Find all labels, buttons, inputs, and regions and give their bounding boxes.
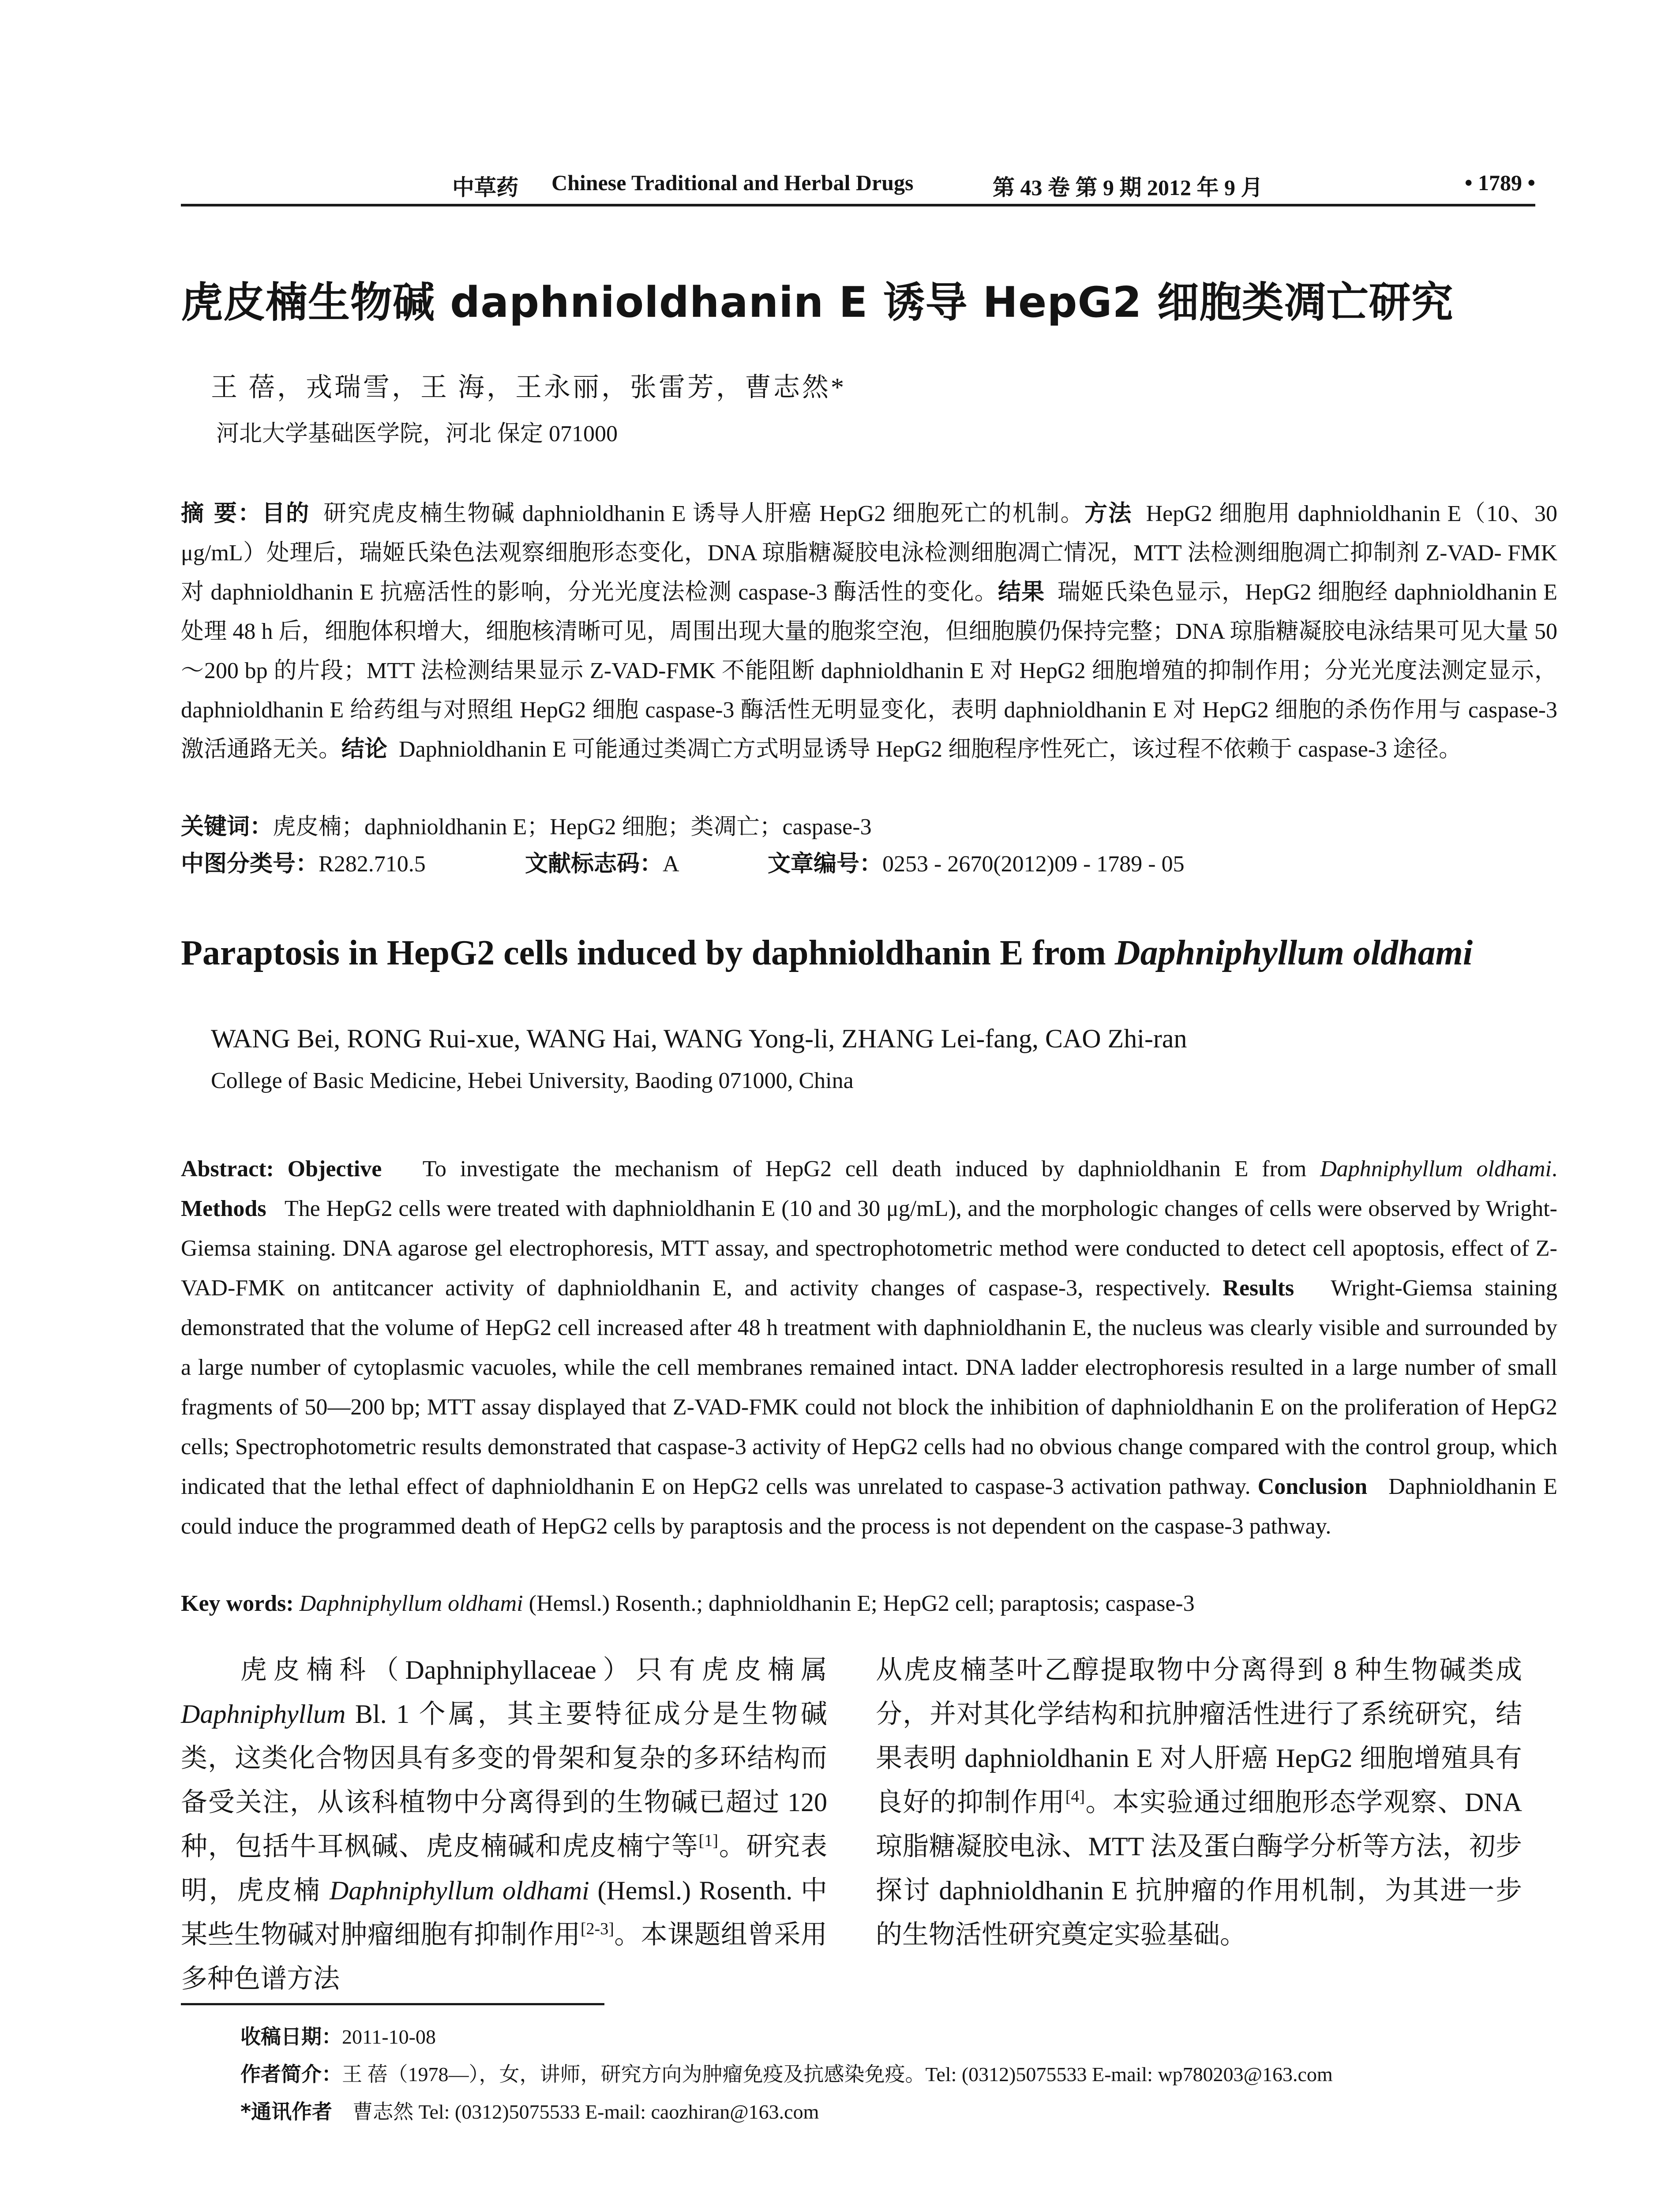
citation-2-3: [2-3] [580,1920,614,1938]
body-left-text-3: 。研究表明，虎皮楠 [181,1832,828,1905]
affiliation-en: College of Basic Medicine, Hebei University, Baoding 071000, China [211,1068,854,1093]
keywords-en-text: (Hemsl.) Rosenth.; daphnioldhanin E; HepG2 cell; paraptosis; caspase-3 [523,1591,1195,1616]
conclusion-label-en: Conclusion [1257,1474,1368,1499]
methods-text-cn: HepG2 细胞用 daphnioldhanin E（10、30 μg/mL）处理后，瑞姬氏染色法观察细胞形态变化，DNA 琼脂糖凝胶电泳检测细胞凋亡情况，MTT 法检测细胞凋亡抑制剂 Z-VAD- FMK 对 daphnioldhanin E 抗癌活性的影响，分光光度法检测 caspase-3 酶活性的变化。 [181,501,1557,605]
article-no-label: 文章编号： [768,851,883,877]
body-left-text-2: Bl. 1 个属，其主要特征成分是生物碱类，这类化合物因具有多变的骨架和复杂的多环结构而备受关注，从该科植物中分离得到的生物碱已超过 120 种，包括牛耳枫碱、虎皮楠碱和虎皮楠宁等 [181,1700,827,1861]
author-bio-label: 作者简介： [240,2062,342,2086]
title-en-main: Paraptosis in HepG2 cells induced by daphnioldhanin E from [181,934,1115,972]
conclusion-label-cn: 结论 [341,736,388,762]
keywords-en-species: Daphniphyllum oldhami [299,1591,523,1616]
methods-label-cn: 方法 [1084,500,1132,527]
footnote-corresponding [240,2096,819,2125]
methods-text-en: The HepG2 cells were treated with daphnioldhanin E (10 and 30 μg/mL), and the morphologic changes of cells were observed by Wright-Giemsa staining. DNA agarose gel electrophoresis, MTT assay, and spectrophotometric method were conducted to detect cell apoptosis, effect of Z-VAD-FMK on antitcancer activity of daphnioldhanin E, and activity changes of caspase-3, respectively. [181,1196,1558,1301]
citation-4: [4] [1065,1787,1085,1806]
body-left-genus: Daphniphyllum [181,1700,346,1729]
objective-text-cn: 研究虎皮楠生物碱 daphnioldhanin E 诱导人肝癌 HepG2 细胞死亡的机制。 [323,501,1084,526]
doc-code-label: 文献标志码： [525,851,663,877]
corresponding-label: *通讯作者 [240,2100,333,2123]
body-right-text-2: 。本实验通过细胞形态学观察、DNA 琼脂糖凝胶电泳、MTT 法及蛋白酶学分析等方法，初步探讨 daphnioldhanin E 抗肿瘤的作用机制，为其进一步的生物活性研究奠定实验基础。 [876,1788,1522,1949]
article-no-value: 0253 - 2670(2012)09 - 1789 - 05 [882,852,1185,877]
page-number: • 1789 • [1464,170,1535,195]
body-left-text-4: (Hemsl.) Rosenth. 中某些生物碱对肿瘤细胞有抑制作用 [181,1876,828,1949]
corresponding-value: 曹志然 Tel: (0312)5075533 E-mail: caozhiran@163.com [352,2101,819,2123]
objective-text-en: To investigate the mechanism of HepG2 cell death induced by daphnioldhanin E from [422,1156,1320,1182]
title-en-species: Daphniphyllum oldhami [1114,934,1473,972]
journal-name-cn: 中草药 [452,175,518,200]
conclusion-text-en: Daphnioldhanin E could induce the programmed death of HepG2 cells by paraptosis and the process is not dependent on the caspase-3 pathway. [181,1474,1558,1539]
results-label-en: Results [1222,1276,1294,1301]
header-rule [181,204,1535,206]
keywords-cn-text: 虎皮楠；daphnioldhanin E；HepG2 细胞；类凋亡；caspase-3 [273,814,872,840]
citation-1: [1] [698,1831,718,1850]
abstract-en-label: Abstract: Objective [181,1156,382,1182]
body-column-right [876,1648,1522,1957]
authors-cn: 王 蓓，戎瑞雪，王 海，王永丽，张雷芳，曹志然* [211,373,846,402]
body-column-left [181,1648,827,2001]
abstract-cn [181,494,1557,769]
clc-value: R282.710.5 [319,852,426,877]
results-label-cn: 结果 [998,579,1045,605]
clc-group [181,845,426,878]
body-left-species: Daphniphyllum oldhami [330,1876,589,1905]
abstract-en: Abstract: Objective To investigate the mechanism of HepG2 cell death induced by daphnioldhanin E from Daphniphyllum oldhami. Methods The HepG2 cells were treated with daphnioldhanin E (10 and 30 μg/mL), and the morphologic changes of cells were observed by Wright-Giemsa staining. DNA agarose gel electrophoresis, MTT assay, and spectrophotometric method were conducted to detect cell apoptosis, effect of Z-VAD-FMK on antitcancer activity of daphnioldhanin E, and activity changes of caspase-3, respectively. Results Wright-Giemsa staining demonstrated that the volume of HepG2 cell increased after 48 h treatment with daphnioldhanin E, the nucleus was clearly visible and surrounded by a large number of cytoplasmic vacuoles, while the cell membranes remained intact. DNA ladder electrophoresis resulted in a large number of small fragments of 50—200 bp; MTT assay displayed that Z-VAD-FMK could not block the inhibition of daphnioldhanin E on the proliferation of HepG2 cells; Spectrophotometric results demonstrated that caspase-3 activity of HepG2 cells had no obvious change compared with the control group, which indicated that the lethal effect of daphnioldhanin E on HepG2 cells was unrelated to caspase-3 activation pathway. Conclusion Daphnioldhanin E could induce the programmed death of HepG2 cells by paraptosis and the process is not dependent on the caspase-3 pathway. [181,1156,1558,1539]
body-left-text-5: 。本课题组曾采用多种色谱方法 [181,1920,828,1993]
author-bio-value: 王 蓓（1978—），女，讲师，研究方向为肿瘤免疫及抗感染免疫。Tel: (0312)5075533 E-mail: wp780203@163.com [342,2063,1333,2086]
page-title-en [181,933,1473,973]
received-label: 收稿日期： [240,2025,342,2048]
footnote-author [240,2058,1333,2087]
clc-label: 中图分类号： [181,851,319,877]
doc-code-value: A [663,852,679,877]
conclusion-text-cn: Daphnioldhanin E 可能通过类凋亡方式明显诱导 HepG2 细胞程序性死亡，该过程不依赖于 caspase-3 途径。 [399,737,1462,762]
keywords-cn [181,807,1557,847]
article-no-group [768,845,1185,878]
body-right-text-1: 从虎皮楠茎叶乙醇提取物中分离得到 8 种生物碱类成分，并对其化学结构和抗肿瘤活性进行了系统研究，结果表明 daphnioldhanin E 对人肝癌 HepG2 细胞增殖具有良好的抑制作用 [876,1655,1522,1817]
journal-name-en: Chinese Traditional and Herbal Drugs [551,170,914,195]
page-title-cn: 虎皮楠生物碱 daphnioldhanin E 诱导 HepG2 细胞类凋亡研究 [181,278,1454,327]
issue-info: 第 43 卷 第 9 期 2012 年 9 月 [993,175,1263,200]
objective-species-en: Daphniphyllum oldhami [1320,1156,1552,1182]
keywords-en-label: Key words: [181,1591,294,1616]
footnote-rule [181,2003,604,2005]
running-header [181,170,1535,201]
affiliation-cn: 河北大学基础医学院，河北 保定 071000 [216,421,618,446]
objective-label-cn: 目的 [262,500,310,527]
keywords-cn-label: 关键词： [181,814,273,840]
doc-code-group [525,845,679,878]
results-text-cn: 瑞姬氏染色显示，HepG2 细胞经 daphnioldhanin E 处理 48 h 后，细胞体积增大，细胞核清晰可见，周围出现大量的胞浆空泡，但细胞膜仍保持完整；DNA 琼脂糖凝胶电泳结果可见大量 50～200 bp 的片段；MTT 法检测结果显示 Z-VAD-FMK 不能阻断 daphnioldhanin E 对 HepG2 细胞增殖的抑制作用；分光光度法测定显示，daphnioldhanin E 给药组与对照组 HepG2 细胞 caspase-3 酶活性无明显变化，表明 daphnioldhanin E 对 HepG2 细胞的杀伤作用与 caspase-3 激活通路无关。 [181,580,1557,762]
keywords-en [181,1584,1557,1623]
abstract-cn-label: 摘 要： [181,500,262,527]
methods-label-en: Methods [181,1196,266,1221]
body-left-text-1: 虎皮楠科（Daphniphyllaceae）只有虎皮楠属 [234,1655,827,1685]
results-text-en: Wright-Giemsa staining demonstrated that the volume of HepG2 cell increased after 48 h treatment with daphnioldhanin E, the nucleus was clearly visible and surrounded by a large number of cytoplasmic vacuoles, while the cell membranes remained intact. DNA ladder electrophoresis resulted in a large number of small fragments of 50—200 bp; MTT assay displayed that Z-VAD-FMK could not block the inhibition of daphnioldhanin E on the proliferation of HepG2 cells; Spectrophotometric results demonstrated that caspase-3 activity of HepG2 cells had no obvious change compared with the control group, which indicated that the lethal effect of daphnioldhanin E on HepG2 cells was unrelated to caspase-3 activation pathway. [181,1276,1558,1499]
footnote-received [240,2021,436,2050]
received-value: 2011-10-08 [342,2026,436,2048]
authors-en: WANG Bei, RONG Rui-xue, WANG Hai, WANG Yong-li, ZHANG Lei-fang, CAO Zhi-ran [211,1024,1187,1053]
